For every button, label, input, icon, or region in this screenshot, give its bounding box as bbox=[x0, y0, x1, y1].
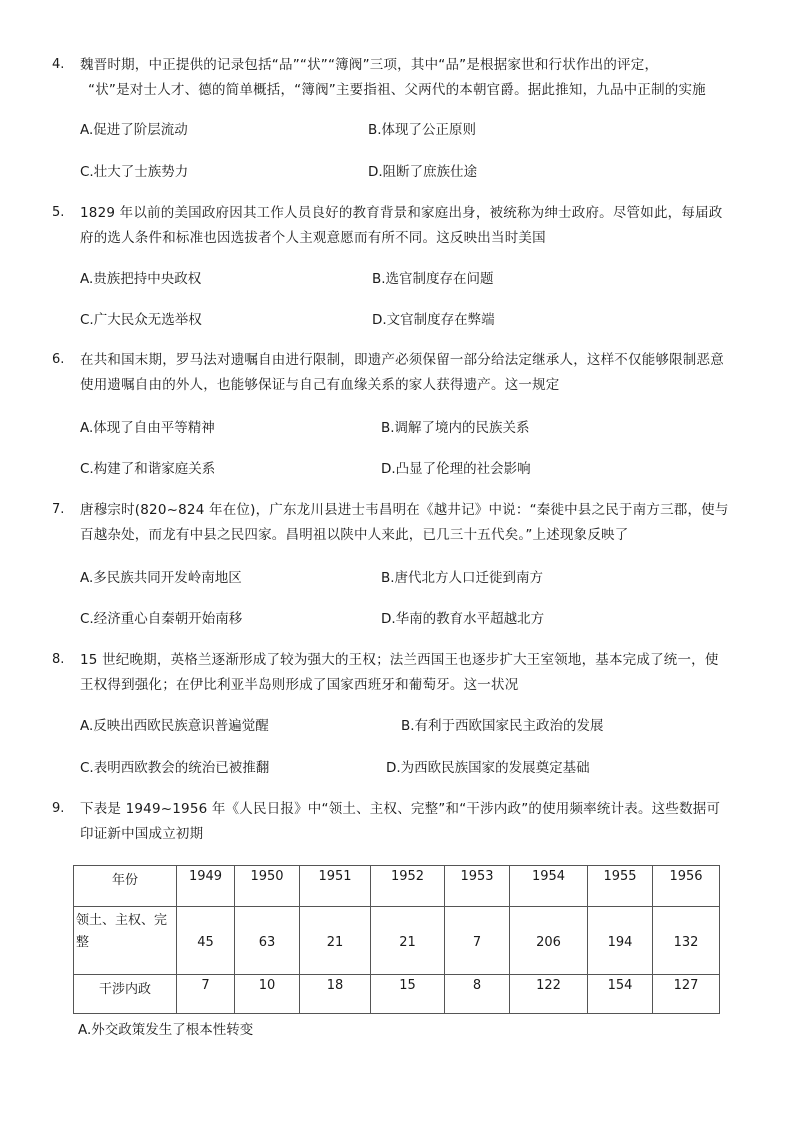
stem-line: 15 世纪晚期，英格兰逐渐形成了较为强大的王权；法兰西国王也逐步扩大王室领地，基本完成了统一，使 bbox=[80, 652, 719, 668]
table-cell: 10 bbox=[235, 975, 300, 1014]
table-year-cell: 1949 bbox=[177, 866, 235, 907]
table-row-label bbox=[74, 907, 177, 975]
option-b[interactable]: B.调解了境内的民族关系 bbox=[381, 420, 530, 436]
option-c[interactable]: C.壮大了士族势力 bbox=[80, 164, 189, 180]
stem-line: 魏晋时期，中正提供的记录包括“品”“状”“簿阀”三项，其中“品”是根据家世和行状作出的评定， bbox=[80, 57, 659, 73]
option-c[interactable]: C.广大民众无选举权 bbox=[80, 312, 202, 328]
option-b[interactable]: B.唐代北方人口迁徙到南方 bbox=[381, 570, 544, 586]
table-year-cell: 1955 bbox=[588, 866, 653, 907]
table-cell: 122 bbox=[510, 975, 588, 1014]
stem-line: 府的选人条件和标准也因选拔者个人主观意愿而有所不同。这反映出当时美国 bbox=[80, 230, 546, 246]
option-a[interactable]: A.反映出西欧民族意识普遍觉醒 bbox=[80, 718, 269, 734]
stem-line: 唐穆宗时(820~824 年在位)，广东龙川县进士韦昌明在《越井记》中说：“秦徙中县之民于南方三郡，使与 bbox=[80, 502, 729, 518]
question-stem bbox=[80, 498, 740, 548]
table-cell: 21 bbox=[300, 907, 371, 975]
stem-line: 王权得到强化；在伊比利亚半岛则形成了国家西班牙和葡萄牙。这一状况 bbox=[80, 677, 519, 693]
question-stem bbox=[80, 648, 740, 698]
stem-line: 下表是 1949~1956 年《人民日报》中“领土、主权、完整”和“干涉内政”的使用频率统计表。这些数据可 bbox=[80, 801, 721, 817]
option-d[interactable]: D.文官制度存在弊端 bbox=[372, 312, 495, 328]
table-cell: 7 bbox=[445, 907, 510, 975]
question-number: 7. bbox=[52, 502, 65, 517]
option-d[interactable]: D.为西欧民族国家的发展奠定基础 bbox=[386, 760, 590, 776]
option-b[interactable]: B.选官制度存在问题 bbox=[372, 271, 494, 287]
table-cell: 18 bbox=[300, 975, 371, 1014]
table-cell: 127 bbox=[653, 975, 720, 1014]
question-stem bbox=[80, 201, 740, 251]
frequency-table bbox=[73, 865, 720, 1014]
option-d[interactable]: D.凸显了伦理的社会影响 bbox=[381, 461, 531, 477]
table-header-label: 年份 bbox=[74, 866, 177, 907]
table-cell: 15 bbox=[371, 975, 445, 1014]
stem-line: “状”是对士人才、德的简单概括，“簿阀”主要指祖、父两代的本朝官爵。据此推知，九品中正制的实施 bbox=[88, 82, 706, 98]
table-year-cell: 1953 bbox=[445, 866, 510, 907]
option-b[interactable]: B.体现了公正原则 bbox=[368, 122, 477, 138]
option-c[interactable]: C.表明西欧教会的统治已被推翻 bbox=[80, 760, 270, 776]
table-cell: 154 bbox=[588, 975, 653, 1014]
option-a[interactable]: A.贵族把持中央政权 bbox=[80, 271, 202, 287]
question-number: 5. bbox=[52, 205, 65, 220]
table-row-label: 干涉内政 bbox=[74, 975, 177, 1014]
row-label-line: 整 bbox=[76, 935, 90, 950]
stem-line: 使用遗嘱自由的外人，也能够保证与自己有血缘关系的家人获得遗产。这一规定 bbox=[80, 377, 560, 393]
table-cell: 8 bbox=[445, 975, 510, 1014]
option-b[interactable]: B.有利于西欧国家民主政治的发展 bbox=[401, 718, 604, 734]
question-number: 8. bbox=[52, 652, 65, 667]
option-c[interactable]: C.构建了和谐家庭关系 bbox=[80, 461, 216, 477]
row-label-line: 领土、主权、完 bbox=[76, 913, 168, 928]
option-c[interactable]: C.经济重心自秦朝开始南移 bbox=[80, 611, 243, 627]
stem-line: 在共和国末期，罗马法对遗嘱自由进行限制，即遗产必须保留一部分给法定继承人，这样不仅能够限制恶意 bbox=[80, 352, 724, 368]
table-cell: 7 bbox=[177, 975, 235, 1014]
table-cell: 206 bbox=[510, 907, 588, 975]
question-number: 4. bbox=[52, 57, 65, 72]
option-a[interactable]: A.外交政策发生了根本性转变 bbox=[78, 1022, 254, 1038]
question-stem bbox=[80, 53, 740, 103]
option-d[interactable]: D.华南的教育水平超越北方 bbox=[381, 611, 545, 627]
option-a[interactable]: A.多民族共同开发岭南地区 bbox=[80, 570, 242, 586]
option-d[interactable]: D.阻断了庶族仕途 bbox=[368, 164, 478, 180]
question-stem bbox=[80, 797, 740, 847]
table-row bbox=[74, 975, 720, 1014]
table-year-cell: 1956 bbox=[653, 866, 720, 907]
option-a[interactable]: A.体现了自由平等精神 bbox=[80, 420, 215, 436]
question-number: 6. bbox=[52, 352, 65, 367]
table-header-row bbox=[74, 866, 720, 907]
table-year-cell: 1951 bbox=[300, 866, 371, 907]
table-year-cell: 1952 bbox=[371, 866, 445, 907]
table-year-cell: 1950 bbox=[235, 866, 300, 907]
option-a[interactable]: A.促进了阶层流动 bbox=[80, 122, 188, 138]
stem-line: 1829 年以前的美国政府因其工作人员良好的教育背景和家庭出身，被统称为绅士政府。尽管如此，每届政 bbox=[80, 205, 723, 221]
table-cell: 63 bbox=[235, 907, 300, 975]
table-year-cell: 1954 bbox=[510, 866, 588, 907]
table-cell: 194 bbox=[588, 907, 653, 975]
question-number: 9. bbox=[52, 801, 65, 816]
table-cell: 132 bbox=[653, 907, 720, 975]
stem-line: 印证新中国成立初期 bbox=[80, 826, 204, 842]
table-cell: 21 bbox=[371, 907, 445, 975]
stem-line: 百越杂处，而龙有中县之民四家。昌明祖以陕中人来此，已几三十五代矣。”上述现象反映了 bbox=[80, 527, 629, 543]
table-cell: 45 bbox=[177, 907, 235, 975]
table-row bbox=[74, 907, 720, 975]
question-stem bbox=[80, 348, 740, 398]
